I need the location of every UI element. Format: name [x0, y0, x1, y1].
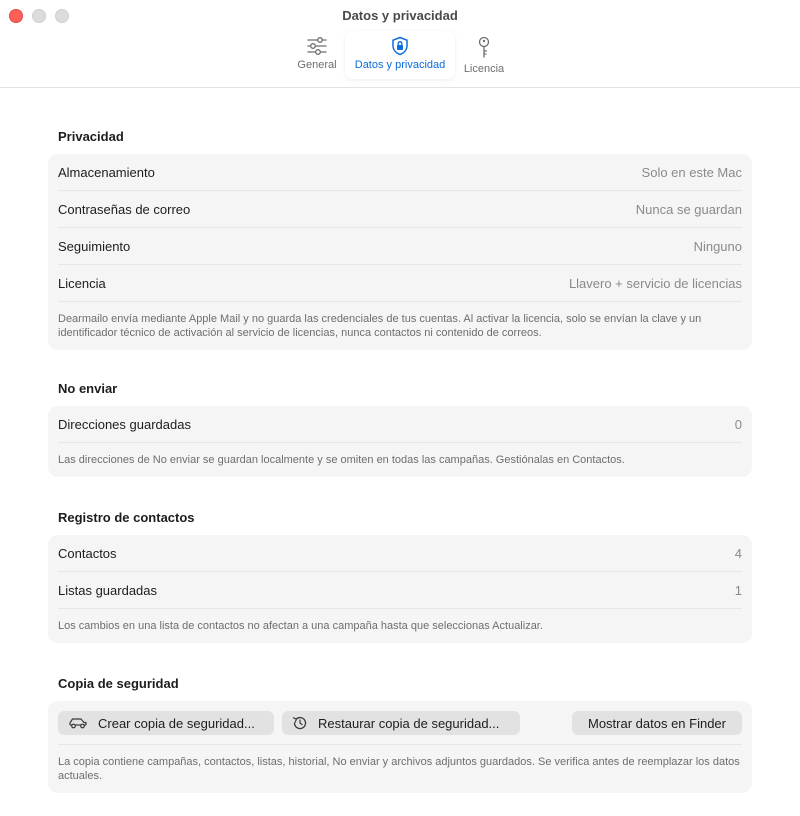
contacts-row-lists	[58, 572, 742, 609]
section-title-donotsend: No enviar	[58, 381, 118, 396]
row-label: Contraseñas de correo	[58, 201, 191, 217]
contacts-note: Los cambios en una lista de contactos no afectan a una campaña hasta que seleccionas Actualizar.	[58, 620, 543, 632]
row-label: Almacenamiento	[58, 164, 155, 180]
tab-license[interactable]	[458, 31, 510, 79]
privacy-row-license	[58, 265, 742, 302]
row-label: Listas guardadas	[58, 582, 158, 598]
privacy-card	[48, 154, 752, 350]
donotsend-note: Las direcciones de No enviar se guardan localmente y se omiten en todas las campañas. Gestiónalas en Contactos.	[58, 454, 625, 466]
privacy-row-mail-passwords	[58, 191, 742, 228]
section-title-backup: Copia de seguridad	[58, 676, 179, 691]
tab-general[interactable]	[290, 31, 344, 79]
history-icon	[292, 715, 308, 731]
row-value: 1	[734, 582, 742, 598]
row-value: Llavero + servicio de licencias	[568, 275, 742, 291]
privacy-note: Dearmailo envía mediante Apple Mail y no guarda las credenciales de tus cuentas. Al activar la licencia, solo se envían la clave y un identificador técnico de activación al servicio de licencias, nunca contactos ni contenido de correos.	[58, 313, 702, 339]
window-title: Datos y privacidad	[342, 8, 458, 23]
row-value: Solo en este Mac	[641, 164, 742, 180]
row-label: Contactos	[58, 545, 117, 561]
car-icon	[68, 716, 88, 730]
contacts-card	[48, 535, 752, 643]
row-label: Direcciones guardadas	[58, 416, 191, 432]
show-in-finder-button[interactable]	[572, 711, 742, 735]
sliders-icon	[306, 36, 328, 56]
backup-buttons	[58, 701, 742, 745]
create-backup-button[interactable]	[58, 711, 274, 735]
section-title-contacts: Registro de contactos	[58, 510, 195, 525]
restore-backup-label: Restaurar copia de seguridad...	[318, 715, 500, 731]
row-value: Nunca se guardan	[635, 201, 742, 217]
row-value: 4	[734, 545, 742, 561]
shield-lock-icon	[390, 36, 410, 56]
backup-note: La copia contiene campañas, contactos, listas, historial, No enviar y archivos adjuntos guardados. Se verifica antes de reemplazar los datos actuales.	[58, 756, 740, 782]
create-backup-label: Crear copia de seguridad...	[98, 715, 255, 731]
privacy-row-storage	[58, 154, 742, 191]
tab-license-label: Licencia	[463, 63, 505, 75]
section-title-privacy: Privacidad	[58, 129, 124, 144]
privacy-row-tracking	[58, 228, 742, 265]
restore-backup-button[interactable]	[282, 711, 520, 735]
tab-privacy-label: Datos y privacidad	[354, 59, 446, 71]
contacts-row-contacts	[58, 535, 742, 572]
key-icon	[476, 36, 492, 60]
tab-general-label: General	[297, 59, 337, 71]
backup-card	[48, 701, 752, 793]
donotsend-row-saved	[58, 406, 742, 443]
row-value: Ninguno	[693, 238, 742, 254]
donotsend-card	[48, 406, 752, 477]
show-in-finder-label: Mostrar datos en Finder	[587, 715, 726, 731]
tab-privacy[interactable]	[345, 31, 455, 79]
row-label: Seguimiento	[58, 238, 131, 254]
window-titlebar	[0, 0, 800, 88]
preferences-toolbar	[0, 31, 800, 81]
row-value: 0	[734, 416, 742, 432]
row-label: Licencia	[58, 275, 106, 291]
